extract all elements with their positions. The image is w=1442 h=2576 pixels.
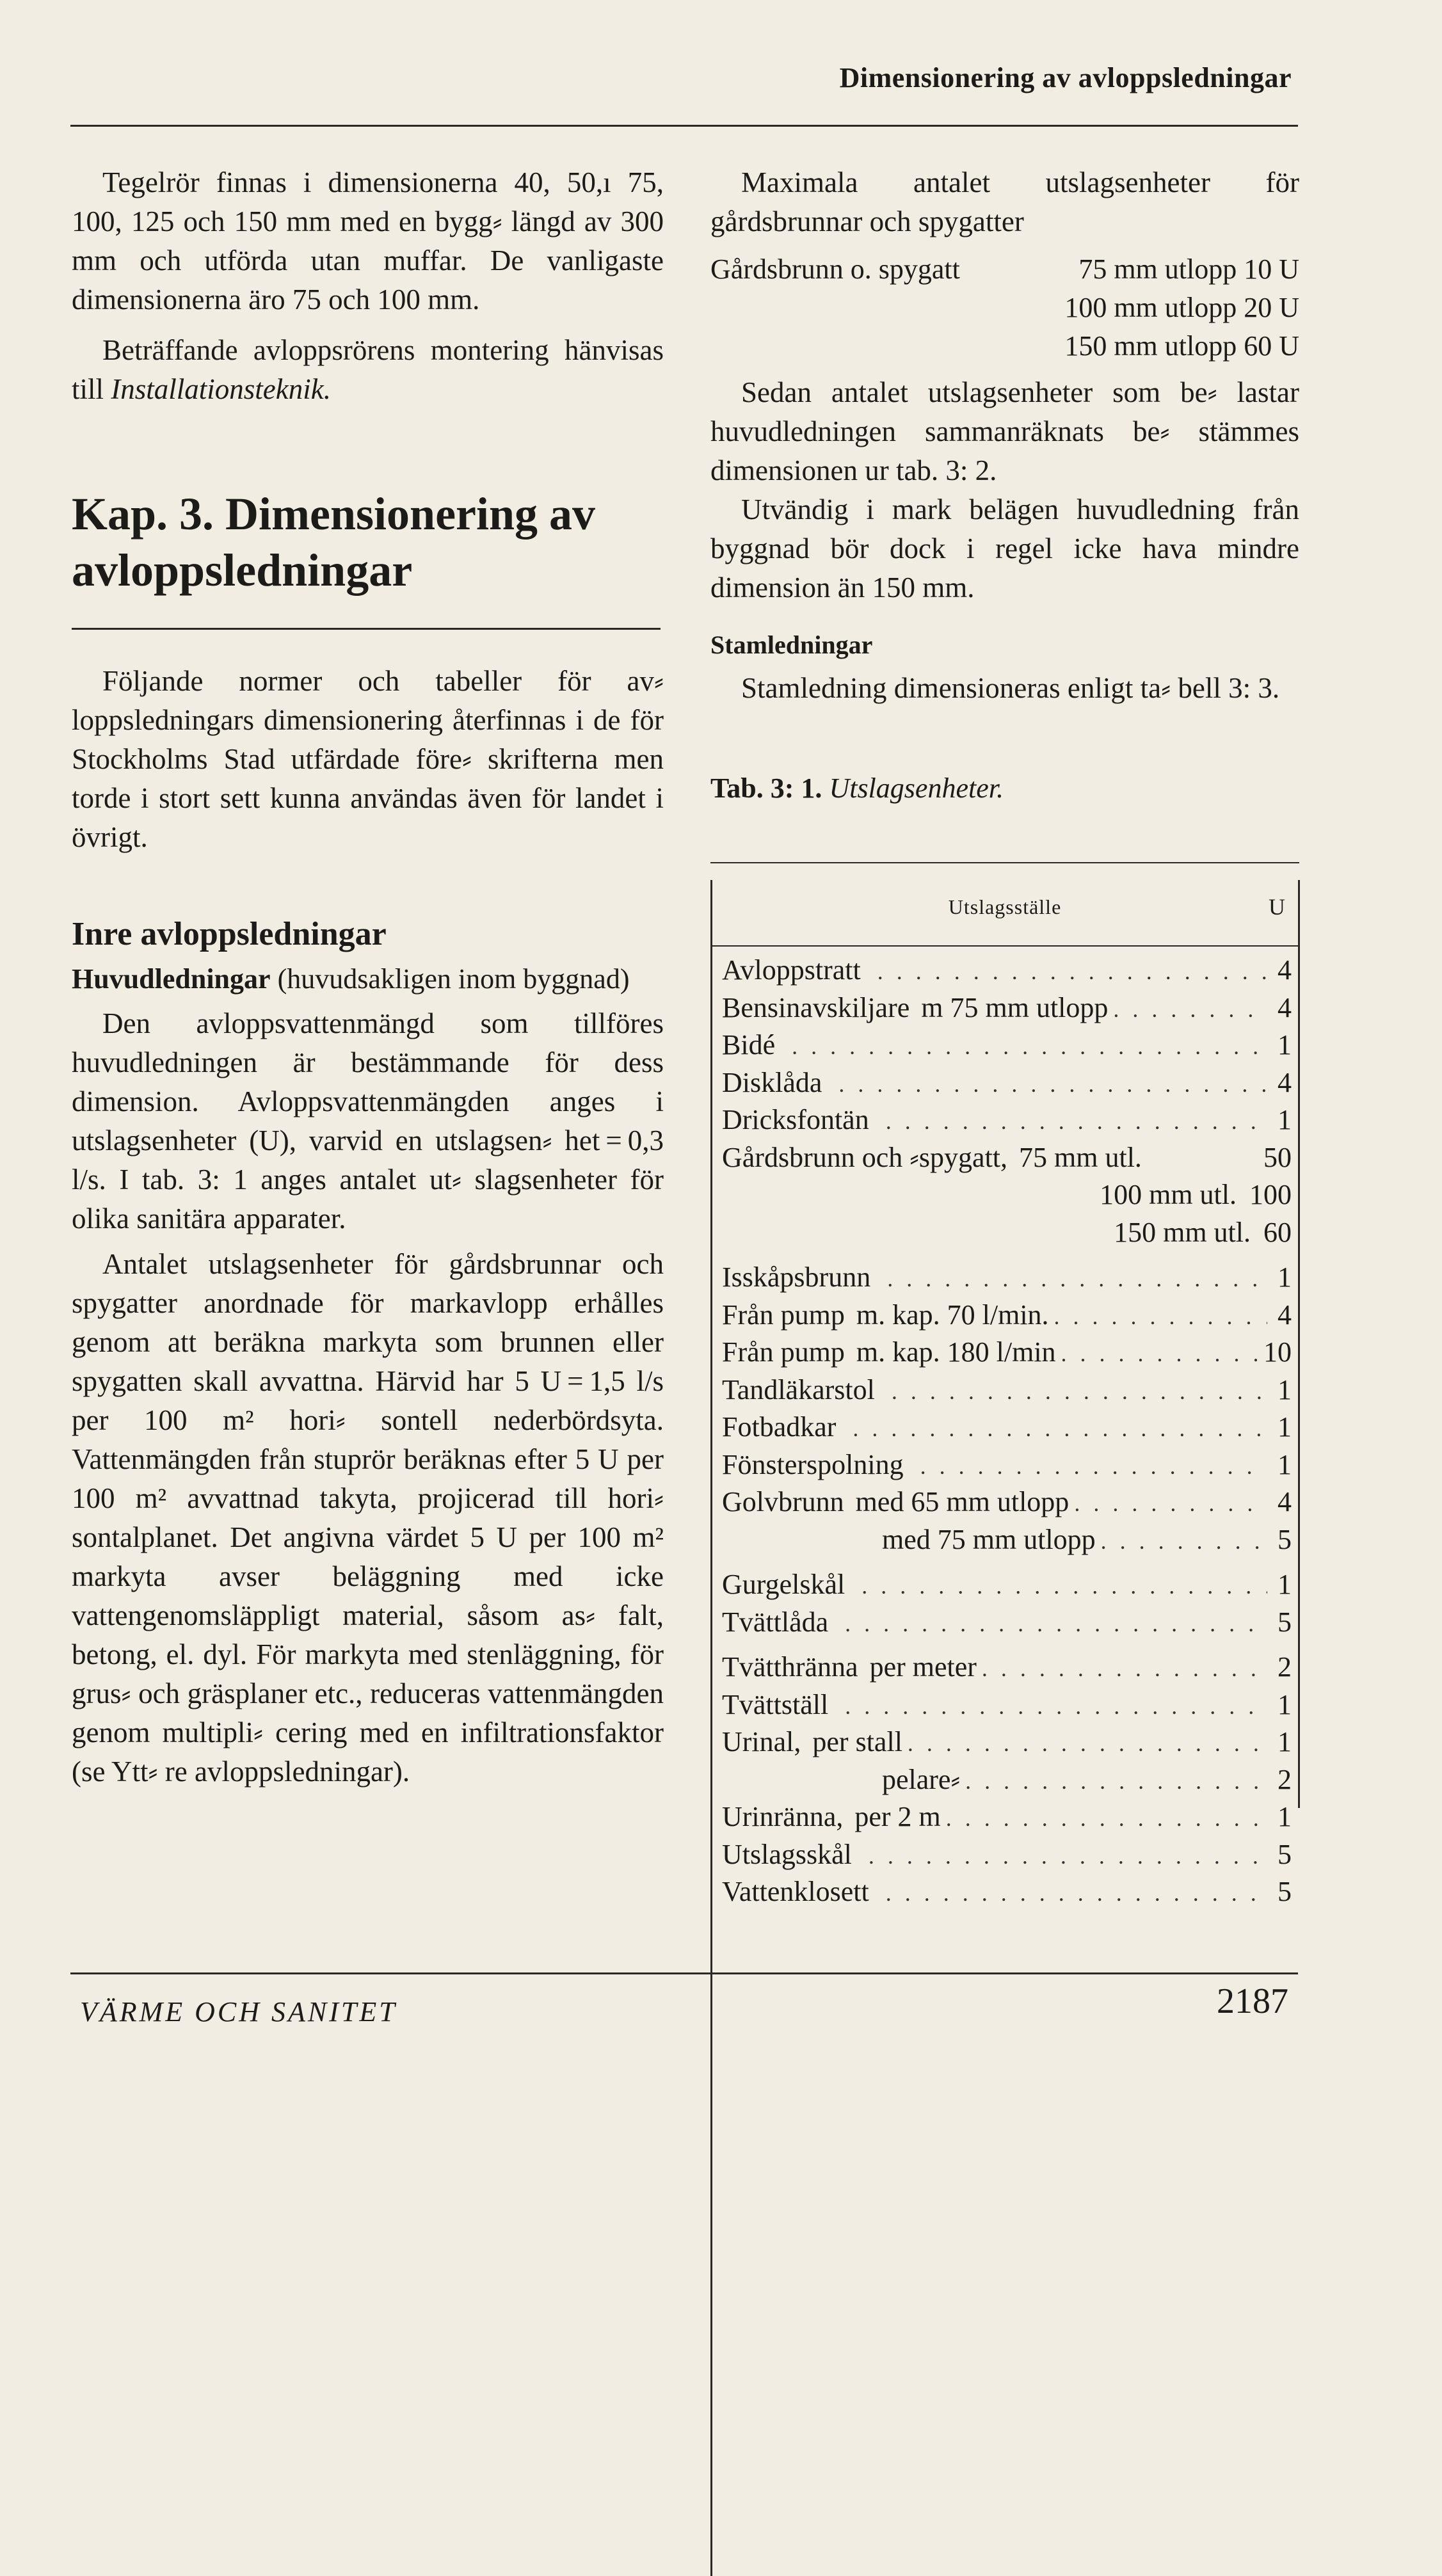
leader-dots: [920, 1448, 1267, 1485]
row-u-value: 1: [1278, 1104, 1292, 1135]
leader-dots: [886, 1875, 1267, 1912]
table-row: [722, 1214, 1292, 1252]
row-u-value: 2: [1278, 1763, 1292, 1795]
row-name: Gårdsbrunn och ⸗spygatt,: [722, 1141, 1008, 1173]
bottom-rule: [70, 1972, 1298, 1974]
row-u-value: 1: [1278, 1569, 1292, 1600]
row-u-value: 1: [1278, 1726, 1292, 1757]
intro-paragraph-2: [72, 331, 664, 409]
list-item: [710, 250, 1299, 289]
leader-dots: [869, 1837, 1267, 1875]
table-row: [722, 1064, 1292, 1102]
leader-dots: [946, 1800, 1267, 1837]
leader-dots: [908, 1725, 1267, 1763]
row-name: Urinal,: [722, 1726, 801, 1757]
row-name: Urinränna,: [722, 1801, 844, 1832]
table-row: [722, 1686, 1292, 1724]
list-item-value: 75 mm utlopp 10 U: [1078, 253, 1299, 285]
table-caption: [710, 769, 1299, 808]
chapter-rule: [72, 628, 661, 630]
right-paragraph-2: Sedan antalet utslagsenheter som be⸗ lastar huvudledningen sammanräknats be⸗ stämmes dimensionen ur tab. 3: 2.: [710, 376, 1299, 486]
chapter-paragraph-1: Följande normer och tabeller för av⸗ loppsledningars dimensionering återfinnas i de för Stockholms Stad utfärdade före⸗ skrifterna men torde i stort sett kunna användas även för landet i övrigt.: [72, 665, 664, 853]
row-condition: per 2 m: [854, 1801, 941, 1832]
header-utslagsstalle: Utslagsställe: [948, 895, 1062, 918]
row-name: Golvbrunn: [722, 1486, 844, 1517]
row-u-value: 100: [1249, 1179, 1292, 1210]
leader-dots: [965, 1763, 1267, 1800]
row-u-value: 2: [1278, 1651, 1292, 1683]
row-name: Fönsterspolning: [722, 1448, 904, 1480]
table-row: [722, 1724, 1292, 1761]
leader-dots: [845, 1605, 1267, 1643]
leader-dots: [1101, 1523, 1267, 1560]
row-condition: m 75 mm utlopp: [921, 991, 1109, 1023]
table-row: [722, 1334, 1292, 1372]
row-name: Tandläkarstol: [722, 1373, 875, 1405]
row-u-value: 5: [1278, 1523, 1292, 1555]
leader-dots: [877, 953, 1267, 991]
footer-journal-title: VÄRME OCH SANITET: [80, 1996, 397, 2028]
row-u-value: 60: [1263, 1216, 1292, 1248]
row-name: Utslagsskål: [722, 1838, 852, 1870]
table-row: [722, 1566, 1292, 1604]
intro-p2-text: Beträffande avloppsrörens montering hänvisas till: [72, 334, 664, 405]
table-row: [722, 1836, 1292, 1874]
leader-dots: [845, 1688, 1267, 1725]
row-name: Från pump: [722, 1299, 845, 1331]
body-paragraph-b: Antalet utslagsenheter för gårdsbrunnar och spygatter anordnade för markavlopp erhålles genom att beräkna markyta som brunnen eller spygatten skall avvattna. Härvid har 5 U = 1,5 l/s per 100 m² hori⸗ sontell nederbördsyta. Vattenmängden från stuprör beräknas efter 5 U per 100 m² avvattnad takyta, projicerad till hori⸗ sontalplanet. Det angivna värdet 5 U per 100 m² markyta avser beläggning med icke vattengenomsläppligt material, såsom as⸗ falt, betong, el. dyl. För markyta med stenläggning, för grus⸗ och gräsplaner etc., reduceras vattenmängden genom multipli⸗ cering med en infiltrationsfaktor (se Ytt⸗ re avloppsledningar).: [72, 1248, 664, 1788]
leader-dots: [892, 1373, 1267, 1411]
list-item: [710, 327, 1299, 365]
row-condition: pelare⸗: [882, 1763, 961, 1795]
table-row: [722, 989, 1292, 1027]
row-name: Tvättlåda: [722, 1606, 829, 1638]
list-item-value: 150 mm utlopp 60 U: [1064, 330, 1299, 362]
leader-dots: [792, 1028, 1267, 1066]
row-u-value: 4: [1278, 991, 1292, 1023]
leader-dots: [1061, 1335, 1258, 1373]
left-column: [72, 163, 664, 1791]
right-paragraph-3: Utvändig i mark belägen huvudledning från byggnad bör dock i regel icke hava mindre dimension än 150 mm.: [710, 493, 1299, 604]
subsection-heading-rest: (huvudsakligen inom byggnad): [270, 963, 630, 995]
row-condition: m. kap. 70 l/min.: [856, 1299, 1049, 1331]
row-u-value: 10: [1263, 1336, 1292, 1368]
row-name: Avloppstratt: [722, 954, 861, 986]
table-right-border: [1298, 880, 1300, 1808]
table-header: [710, 875, 1299, 939]
row-condition: 100 mm utl.: [1100, 1179, 1237, 1210]
leader-dots: [887, 1260, 1267, 1298]
table-body: [722, 952, 1292, 1911]
row-u-value: 1: [1278, 1801, 1292, 1832]
row-condition: m. kap. 180 l/min: [856, 1336, 1056, 1368]
row-name: Bidé: [722, 1029, 776, 1060]
row-u-value: 4: [1278, 1486, 1292, 1517]
leader-dots: [982, 1650, 1267, 1688]
row-name: Fotbadkar: [722, 1411, 837, 1443]
row-name: Bensinavskiljare: [722, 991, 910, 1023]
list-item-value: 100 mm utlopp 20 U: [1064, 292, 1299, 323]
row-gap: [722, 1251, 1292, 1259]
row-u-value: 4: [1278, 1066, 1292, 1098]
row-condition: per stall: [812, 1726, 902, 1757]
list-item-label: Gårdsbrunn o. spygatt: [710, 253, 960, 285]
table-row: [722, 1604, 1292, 1642]
table-row: [722, 1649, 1292, 1686]
table-row: [722, 1521, 1292, 1559]
leader-dots: [1113, 991, 1267, 1028]
table-header-rule: [710, 945, 1299, 947]
row-u-value: 4: [1278, 954, 1292, 986]
chapter-title: Kap. 3. Dimensionering av avloppsledningar: [72, 488, 596, 596]
row-u-value: 5: [1278, 1876, 1292, 1907]
row-u-value: 50: [1263, 1141, 1292, 1173]
leader-dots: [886, 1103, 1267, 1140]
table-row: [722, 1139, 1292, 1177]
row-name: Dricksfontän: [722, 1104, 869, 1135]
table-row: [722, 1176, 1292, 1214]
leader-dots: [838, 1066, 1267, 1103]
table-title: Utslagsenheter.: [829, 772, 1004, 804]
table-row: [722, 1101, 1292, 1139]
row-u-value: 5: [1278, 1838, 1292, 1870]
page-number: 2187: [1217, 1981, 1288, 2021]
table-row: [722, 1259, 1292, 1297]
row-u-value: 1: [1278, 1448, 1292, 1480]
leader-dots: [1054, 1298, 1267, 1336]
right-paragraph-1: Maximala antalet utslagsenheter för gårdsbrunnar och spygatter: [710, 166, 1299, 237]
row-name: Från pump: [722, 1336, 845, 1368]
row-name: Tvätthränna: [722, 1651, 858, 1683]
table-row: [722, 1798, 1292, 1836]
table-row: [722, 1027, 1292, 1064]
row-condition: 75 mm utl.: [1019, 1141, 1142, 1173]
row-name: Gurgelskål: [722, 1569, 845, 1600]
table-top-rule: [710, 862, 1299, 863]
row-name: Disklåda: [722, 1066, 822, 1098]
row-name: Vattenklosett: [722, 1876, 869, 1907]
table-row: [722, 1484, 1292, 1521]
row-u-value: 1: [1278, 1261, 1292, 1293]
row-u-value: 1: [1278, 1373, 1292, 1405]
table-row: [722, 1409, 1292, 1446]
leader-dots: [853, 1410, 1267, 1448]
subsection-heading-bold: Huvudledningar: [72, 963, 271, 995]
header-u: U: [1269, 894, 1285, 920]
leader-dots: [1074, 1485, 1267, 1523]
row-u-value: 4: [1278, 1299, 1292, 1331]
row-u-value: 1: [1278, 1029, 1292, 1060]
running-head: Dimensionering av avloppsledningar: [839, 62, 1292, 93]
leader-dots: [861, 1567, 1267, 1605]
table-row: [722, 1873, 1292, 1911]
row-condition: per meter: [869, 1651, 977, 1683]
intro-p2-reference: Installationsteknik.: [111, 373, 331, 405]
row-condition: med 65 mm utlopp: [855, 1486, 1069, 1517]
row-name: Isskåpsbrunn: [722, 1261, 871, 1293]
table-row: [722, 1297, 1292, 1334]
row-condition: med 75 mm utlopp: [882, 1523, 1096, 1555]
row-u-value: 1: [1278, 1411, 1292, 1443]
table-row: [722, 1372, 1292, 1409]
right-column: [710, 163, 1299, 808]
row-u-value: 5: [1278, 1606, 1292, 1638]
table-number: Tab. 3: 1.: [710, 772, 822, 804]
list-item: [710, 289, 1299, 327]
right-paragraph-4: Stamledning dimensioneras enligt ta⸗ bell 3: 3.: [741, 672, 1280, 704]
row-condition: 150 mm utl.: [1114, 1216, 1251, 1248]
intro-paragraph-1: Tegelrör finnas i dimensionerna 40, 50,ı 75, 100, 125 och 150 mm med en bygg⸗ längd av 300 mm och utförda utan muffar. De vanligaste dimensionerna äro 75 och 100 mm.: [72, 166, 664, 316]
row-u-value: 1: [1278, 1688, 1292, 1720]
table-row: [722, 1761, 1292, 1799]
body-paragraph-a: Den avloppsvattenmängd som tillföres huvudledningen är bestämmande för dess dimension. Avloppsvattenmängden anges i utslagsenheter (U), varvid en utslagsen⸗ het = 0,3 l/s. I tab. 3: 1 anges antalet ut⸗ slagsenheter för olika sanitära apparater.: [72, 1007, 664, 1235]
stamledningar-heading: Stamledningar: [710, 630, 873, 659]
row-name: Tvättställ: [722, 1688, 829, 1720]
subsection-heading: [72, 961, 664, 998]
gardsbrunn-list: [710, 250, 1299, 365]
table-row: [722, 952, 1292, 989]
table-row: [722, 1446, 1292, 1484]
section-title: Inre avloppsledningar: [72, 916, 387, 952]
top-rule: [70, 125, 1298, 127]
table-left-border: [710, 880, 712, 2576]
